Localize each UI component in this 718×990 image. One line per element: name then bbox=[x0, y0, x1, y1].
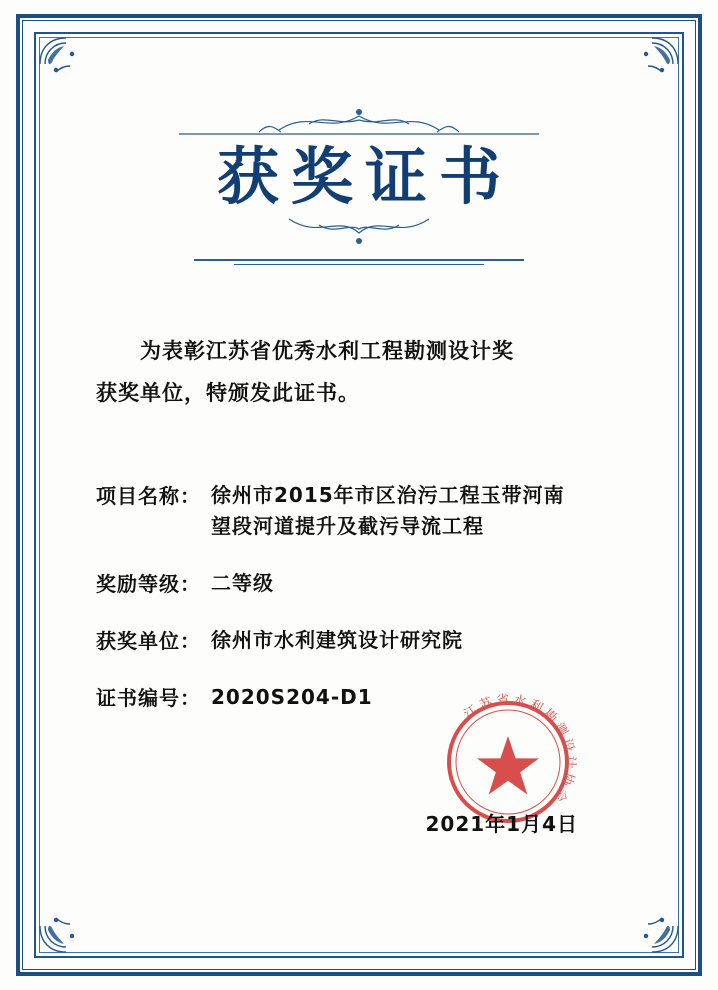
field-value bbox=[211, 480, 565, 542]
intro-line-2: 获奖单位，特颁发此证书。 bbox=[96, 381, 360, 405]
title-rule bbox=[194, 259, 524, 261]
intro-paragraph bbox=[96, 330, 632, 414]
field-label: 证书编号： bbox=[96, 686, 201, 710]
page-title: 获奖证书 bbox=[216, 140, 513, 213]
issue-date: 2021年1月4日 bbox=[425, 812, 578, 836]
field-value: 2020S204-D1 bbox=[211, 685, 373, 709]
title-block bbox=[0, 100, 718, 265]
field-label: 项目名称： bbox=[96, 484, 201, 508]
field-label: 奖励等级： bbox=[96, 572, 201, 596]
intro-line-1: 为表彰江苏省优秀水利工程勘测设计奖 bbox=[140, 339, 514, 363]
svg-text:江苏省水利勘测设计协会: 江苏省水利勘测设计协会 bbox=[461, 692, 578, 807]
field-row-project-name bbox=[96, 480, 640, 542]
field-value-line-2: 望段河道提升及截污导流工程 bbox=[211, 514, 484, 538]
title-ornament-bottom-icon bbox=[159, 211, 559, 253]
title-rule-secondary bbox=[234, 264, 484, 265]
field-label: 获奖单位： bbox=[96, 629, 201, 653]
field-value: 二等级 bbox=[211, 571, 274, 595]
title-ornament-top-icon bbox=[159, 100, 559, 142]
field-row-award-unit bbox=[96, 625, 640, 656]
field-row-award-level bbox=[96, 568, 640, 599]
field-value-line-1: 徐州市2015年市区治污工程玉带河南 bbox=[211, 483, 565, 507]
field-value: 徐州市水利建筑设计研究院 bbox=[211, 628, 463, 652]
